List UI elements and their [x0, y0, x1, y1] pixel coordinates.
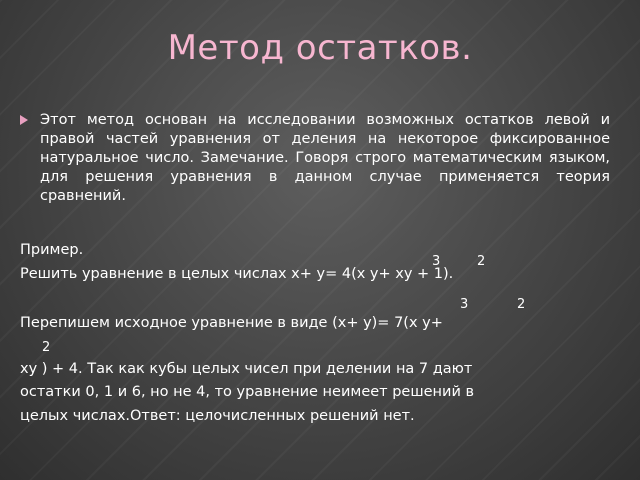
reasoning-line-2: остатки 0, 1 и 6, но не 4, то уравнение неимеет решений в: [20, 384, 475, 400]
bullet-arrow-icon: [20, 115, 28, 125]
answer-line: целых числах.Ответ: целочисленных решений нет.: [20, 408, 415, 424]
exponent-square-3: 2: [42, 340, 51, 355]
bullet-text: Этот метод основан на исследовании возможных остатков левой и правой частей уравнения от деления на некоторое фиксированное натуральное число. Замечание. Говоря строго математическим языком, для решения уравнения в данном случае применяется теория сравнений.: [40, 112, 610, 204]
reasoning-line-1: xy ) + 4. Так как кубы целых чисел при делении на 7 дают: [20, 361, 473, 377]
exponent-square-2: 2: [517, 297, 526, 312]
slide-title: Метод остатков.: [167, 28, 473, 68]
bullet-paragraph: [20, 111, 610, 206]
exponent-cube-1: 3: [432, 254, 441, 269]
exponent-cube-2: 3: [460, 297, 469, 312]
exponent-square-1: 2: [477, 254, 486, 269]
rewrite-line: Перепишем исходное уравнение в виде (x+ y)= 7(x y+: [20, 315, 443, 331]
task-statement: Решить уравнение в целых числах x+ y= 4(x y+ xy + 1).: [20, 266, 454, 282]
example-label: Пример.: [20, 242, 84, 258]
